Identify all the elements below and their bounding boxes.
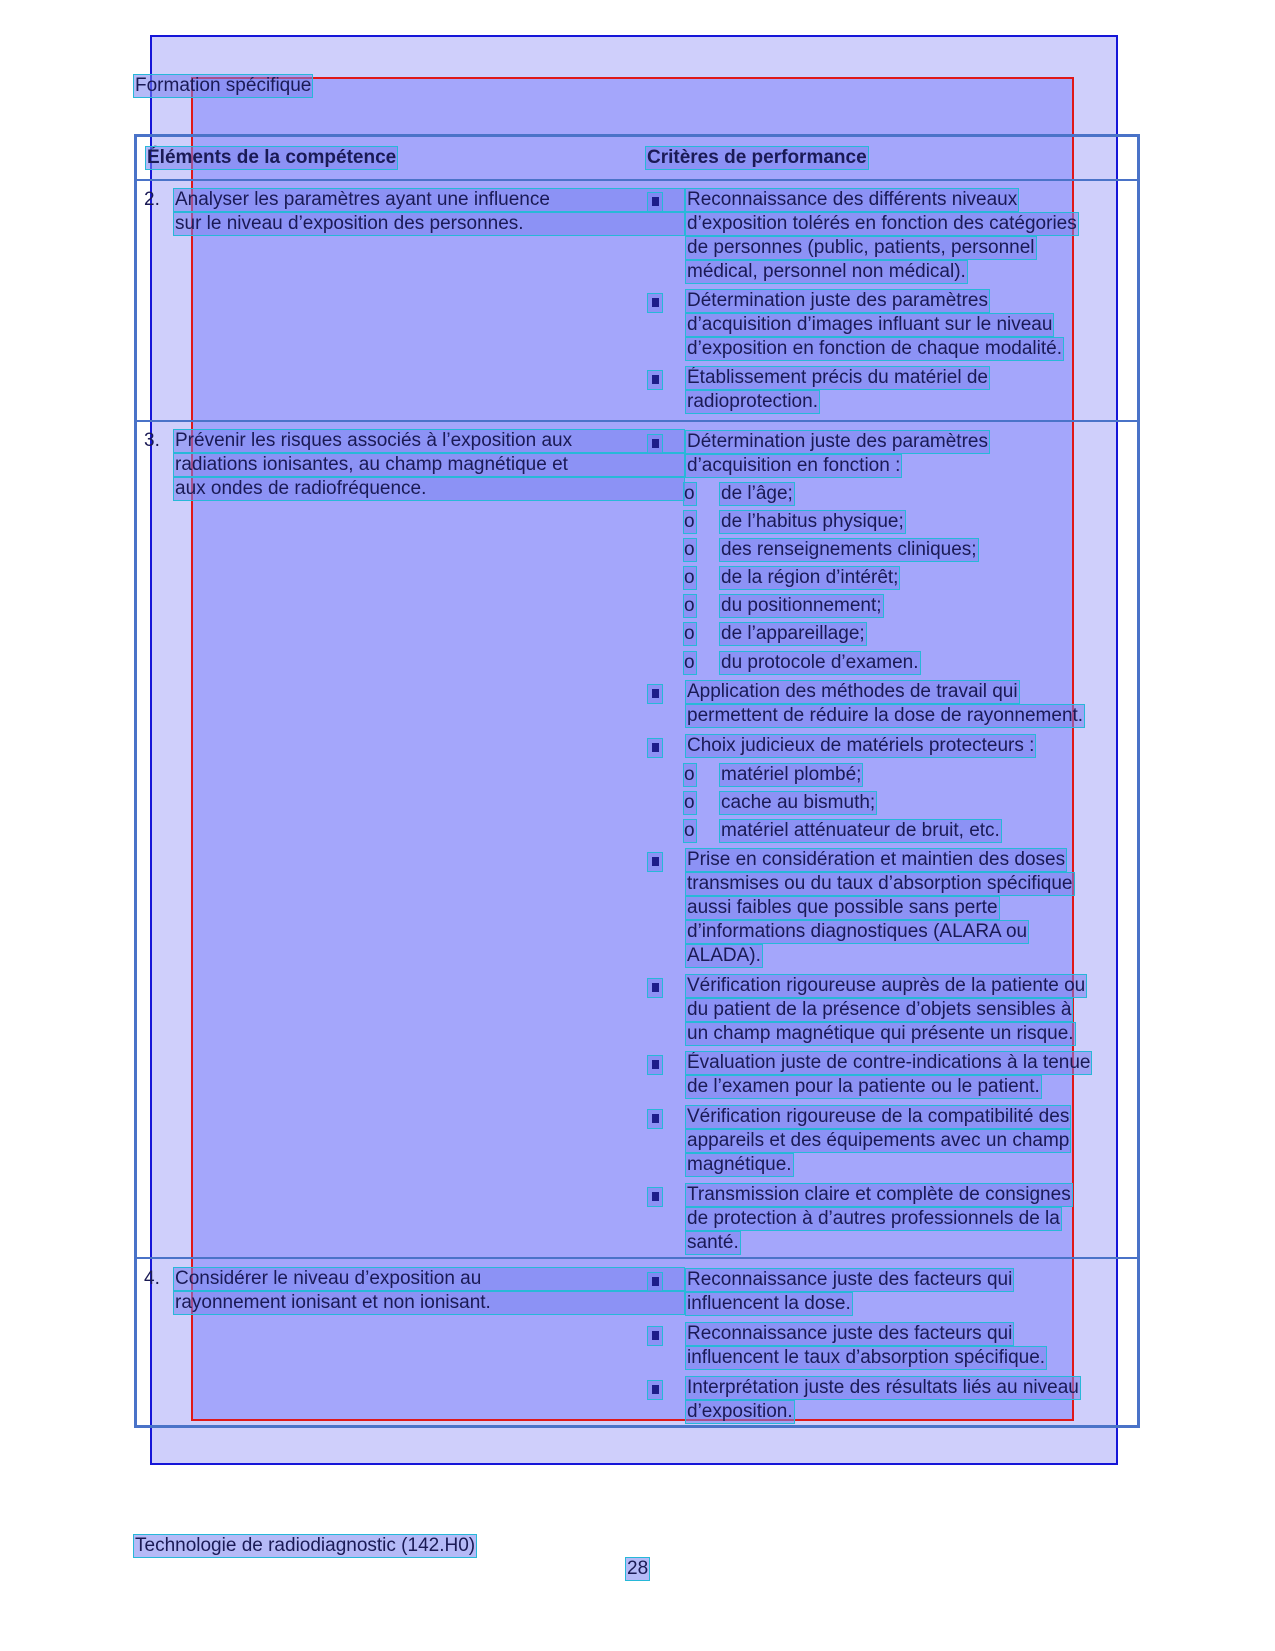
criterion-line: influencent le taux d’absorption spécifique. <box>687 1347 1046 1368</box>
criterion-line: d’acquisition en fonction : <box>687 455 901 476</box>
sub-bullet-icon: o <box>684 820 695 841</box>
criterion-line: Vérification rigoureuse de la compatibilité des <box>687 1106 1070 1127</box>
bullet-icon <box>648 1110 662 1128</box>
criterion-subitem: de l’âge; <box>721 483 793 504</box>
bullet-icon <box>648 685 662 703</box>
criterion-line: d’exposition en fonction de chaque modalité. <box>687 338 1062 359</box>
criterion-line: d’informations diagnostiques (ALARA ou <box>687 921 1028 942</box>
criterion-line: Interprétation juste des résultats liés au niveau <box>687 1377 1079 1398</box>
column-header-elements: Éléments de la compétence <box>147 147 397 168</box>
criterion-line: influencent la dose. <box>687 1293 851 1314</box>
page-number: 28 <box>627 1558 649 1579</box>
row-divider-2-3 <box>135 420 1139 422</box>
bullet-icon <box>648 979 662 997</box>
criterion-subitem: matériel atténuateur de bruit, etc. <box>721 820 1000 841</box>
sub-bullet-icon: o <box>684 567 695 588</box>
criterion-line: Transmission claire et complète de consignes <box>687 1184 1071 1205</box>
element-text-line: radiations ionisantes, au champ magnétique et <box>174 454 684 476</box>
element-text-line: rayonnement ionisant et non ionisant. <box>174 1292 684 1314</box>
bullet-icon <box>648 1188 662 1206</box>
bullet-icon <box>648 193 662 211</box>
criterion-line: d’exposition. <box>687 1401 793 1422</box>
criterion-line: médical, personnel non médical). <box>687 261 966 282</box>
criterion-line: Détermination juste des paramètres <box>687 290 988 311</box>
running-footer: Technologie de radiodiagnostic (142.H0) <box>135 1535 476 1556</box>
criterion-subitem: matériel plombé; <box>721 764 862 785</box>
criterion-line: Choix judicieux de matériels protecteurs : <box>687 735 1035 756</box>
bullet-icon <box>648 371 662 389</box>
criterion-line: du patient de la présence d’objets sensibles à <box>687 999 1072 1020</box>
criterion-line: permettent de réduire la dose de rayonnement. <box>687 705 1084 726</box>
bullet-icon <box>648 739 662 757</box>
element-number: 2. <box>144 189 160 210</box>
sub-bullet-icon: o <box>684 623 695 644</box>
criterion-line: Prise en considération et maintien des doses <box>687 849 1066 870</box>
element-text-line: Prévenir les risques associés à l’exposition aux <box>174 430 684 452</box>
bullet-icon <box>648 1327 662 1345</box>
column-header-criteria: Critères de performance <box>647 147 867 168</box>
criterion-subitem: de l’appareillage; <box>721 623 865 644</box>
criterion-line: magnétique. <box>687 1154 792 1175</box>
criterion-line: Reconnaissance des différents niveaux <box>687 189 1018 210</box>
criterion-line: Application des méthodes de travail qui <box>687 681 1018 702</box>
criterion-line: radioprotection. <box>687 391 818 412</box>
criterion-line: appareils et des équipements avec un champ <box>687 1130 1070 1151</box>
element-text-line: Analyser les paramètres ayant une influence <box>174 189 684 211</box>
row-divider-3-4 <box>135 1257 1139 1259</box>
criterion-line: un champ magnétique qui présente un risque. <box>687 1023 1074 1044</box>
element-number: 3. <box>144 430 160 451</box>
criterion-subitem: du positionnement; <box>721 595 882 616</box>
bullet-icon <box>648 435 662 453</box>
criterion-line: Vérification rigoureuse auprès de la patiente ou <box>687 975 1086 996</box>
element-text-line: sur le niveau d’exposition des personnes. <box>174 213 684 235</box>
criterion-line: Évaluation juste de contre-indications à la tenue <box>687 1052 1091 1073</box>
criterion-line: d’exposition tolérés en fonction des catégories <box>687 213 1077 234</box>
criterion-line: ALADA). <box>687 945 761 966</box>
criterion-subitem: de la région d’intérêt; <box>721 567 899 588</box>
bullet-icon <box>648 1381 662 1399</box>
criterion-line: de protection à d’autres professionnels de la <box>687 1208 1060 1229</box>
sub-bullet-icon: o <box>684 764 695 785</box>
criterion-line: Établissement précis du matériel de <box>687 367 988 388</box>
criterion-line: santé. <box>687 1232 739 1253</box>
criterion-line: Reconnaissance juste des facteurs qui <box>687 1269 1013 1290</box>
bullet-icon <box>648 1273 662 1291</box>
table-header-divider <box>135 179 1139 181</box>
criterion-line: d’acquisition d’images influant sur le niveau <box>687 314 1053 335</box>
criterion-line: Détermination juste des paramètres <box>687 431 988 452</box>
element-number: 4. <box>144 1268 160 1289</box>
bullet-icon <box>648 1056 662 1074</box>
criterion-subitem: cache au bismuth; <box>721 792 876 813</box>
bullet-icon <box>648 853 662 871</box>
bullet-icon <box>648 294 662 312</box>
running-header: Formation spécifique <box>135 75 312 96</box>
criterion-line: de l’examen pour la patiente ou le patient. <box>687 1076 1040 1097</box>
sub-bullet-icon: o <box>684 483 695 504</box>
criterion-line: de personnes (public, patients, personnel <box>687 237 1035 258</box>
sub-bullet-icon: o <box>684 792 695 813</box>
sub-bullet-icon: o <box>684 595 695 616</box>
criterion-subitem: du protocole d’examen. <box>721 652 919 673</box>
criterion-line: transmises ou du taux d’absorption spécifique <box>687 873 1073 894</box>
criterion-subitem: de l’habitus physique; <box>721 511 904 532</box>
criterion-line: Reconnaissance juste des facteurs qui <box>687 1323 1013 1344</box>
criterion-subitem: des renseignements cliniques; <box>721 539 977 560</box>
element-text-line: Considérer le niveau d’exposition au <box>174 1268 684 1290</box>
element-text-line: aux ondes de radiofréquence. <box>174 478 684 500</box>
sub-bullet-icon: o <box>684 539 695 560</box>
sub-bullet-icon: o <box>684 652 695 673</box>
sub-bullet-icon: o <box>684 511 695 532</box>
criterion-line: aussi faibles que possible sans perte <box>687 897 998 918</box>
